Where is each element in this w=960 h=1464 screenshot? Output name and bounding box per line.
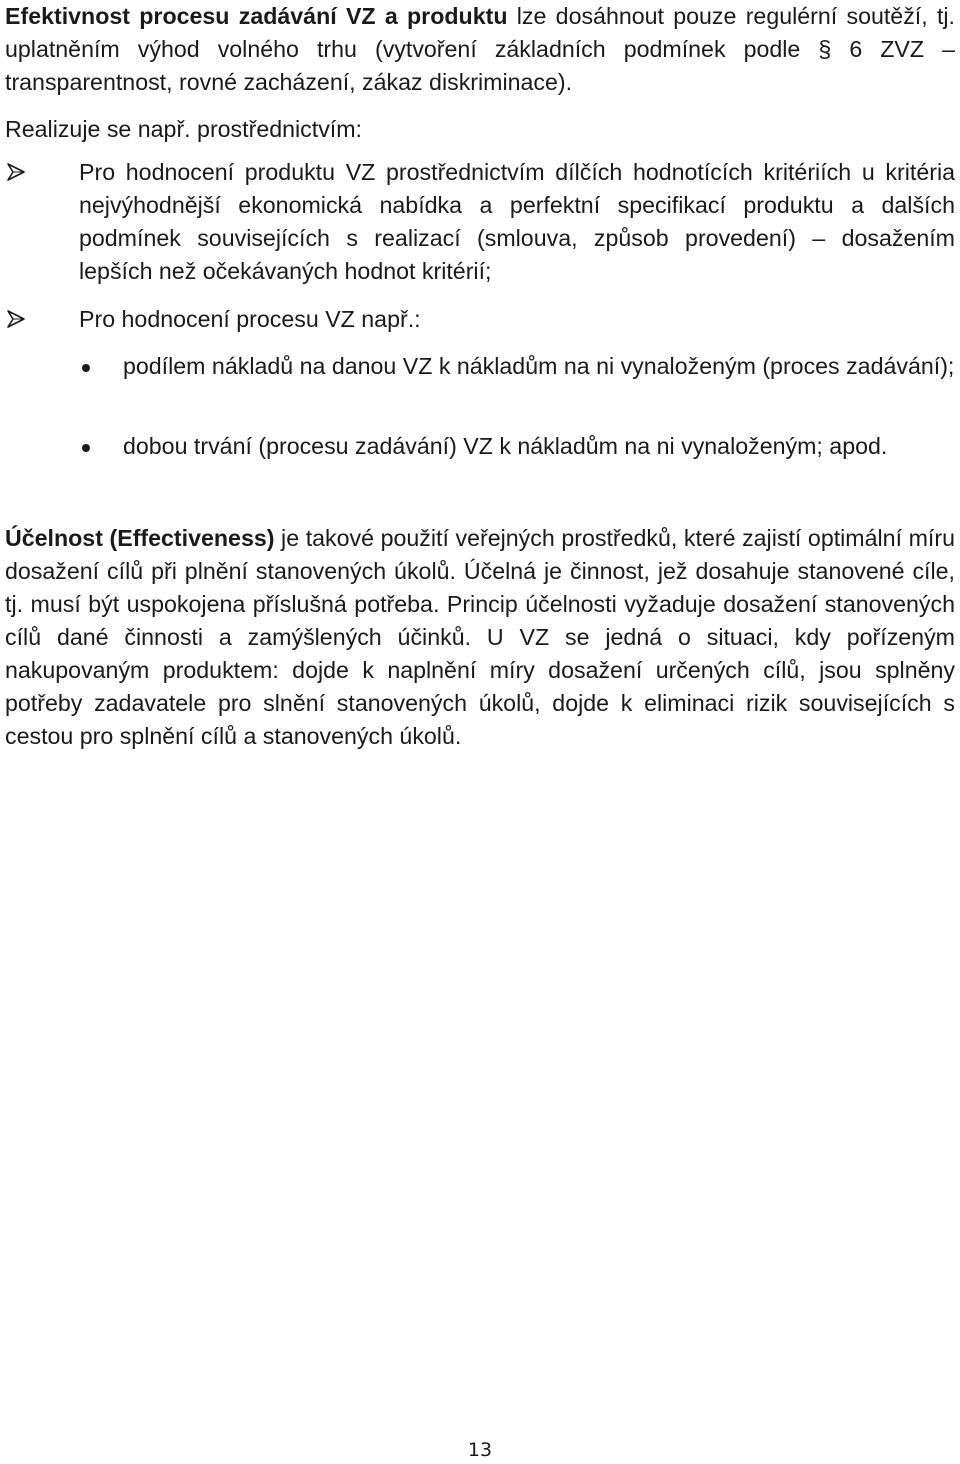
bullet-item-text: dobou trvání (procesu zadávání) VZ k nákladům na ni vynaloženým; apod.: [123, 433, 888, 459]
bullet-list-item: [5, 430, 955, 463]
page-number: 13: [467, 1439, 493, 1461]
arrow-list-item: [5, 156, 955, 288]
bullet-dot-icon: [82, 364, 90, 372]
bullet-item-text: podílem nákladů na danou VZ k nákladům na ni vynaloženým (proces zadávání);: [123, 353, 955, 379]
arrow-bullet-icon: [5, 161, 27, 183]
ucelnost-heading: Účelnost (Effectiveness): [5, 525, 275, 551]
bullet-list-item: [5, 350, 955, 383]
arrow-bullet-icon: [5, 308, 27, 330]
efektivnost-text: lze dosáhnout pouze regulérní soutěží, tj. uplatněním výhod volného trhu (vytvoření základních podmínek podle § 6 ZVZ – transparentnost, rovné zacházení, zákaz diskriminace).: [5, 3, 955, 95]
paragraph-ucelnost: [5, 522, 955, 753]
ucelnost-text: je takové použití veřejných prostředků, které zajistí optimální míru dosažení cílů při plnění stanovených úkolů. Účelná je činnost, jež dosahuje stanovené cíle, tj. musí být uspokojena příslušná potřeba. Princip účelnosti vyžaduje dosažení stanovených cílů dané činnosti a zamýšlených účinků. U VZ se jedná o situaci, kdy pořízeným nakupovaným produktem: dojde k naplnění míry dosažení určených cílů, jsou splněny potřeby zadavatele pro slnění stanovených úkolů, dojde k eliminaci rizik souvisejících s cestou pro splnění cílů a stanovených úkolů.: [5, 525, 955, 749]
paragraph-efektivnost: [5, 0, 955, 99]
paragraph-realizuje: Realizuje se např. prostřednictvím:: [5, 116, 362, 142]
arrow-item-text: Pro hodnocení procesu VZ např.:: [79, 306, 421, 332]
efektivnost-heading: Efektivnost procesu zadávání VZ a produktu: [5, 3, 508, 29]
arrow-item-text: Pro hodnocení produktu VZ prostřednictvím dílčích hodnotících kritériích u kritéria nejvýhodnější ekonomická nabídka a perfektní specifikací produktu a dalších podmínek souvisejících s realizací (smlouva, způsob provedení) – dosažením lepších než očekávaných hodnot kritérií;: [79, 159, 955, 284]
bullet-dot-icon: [82, 444, 90, 452]
arrow-list-item: [5, 303, 955, 336]
